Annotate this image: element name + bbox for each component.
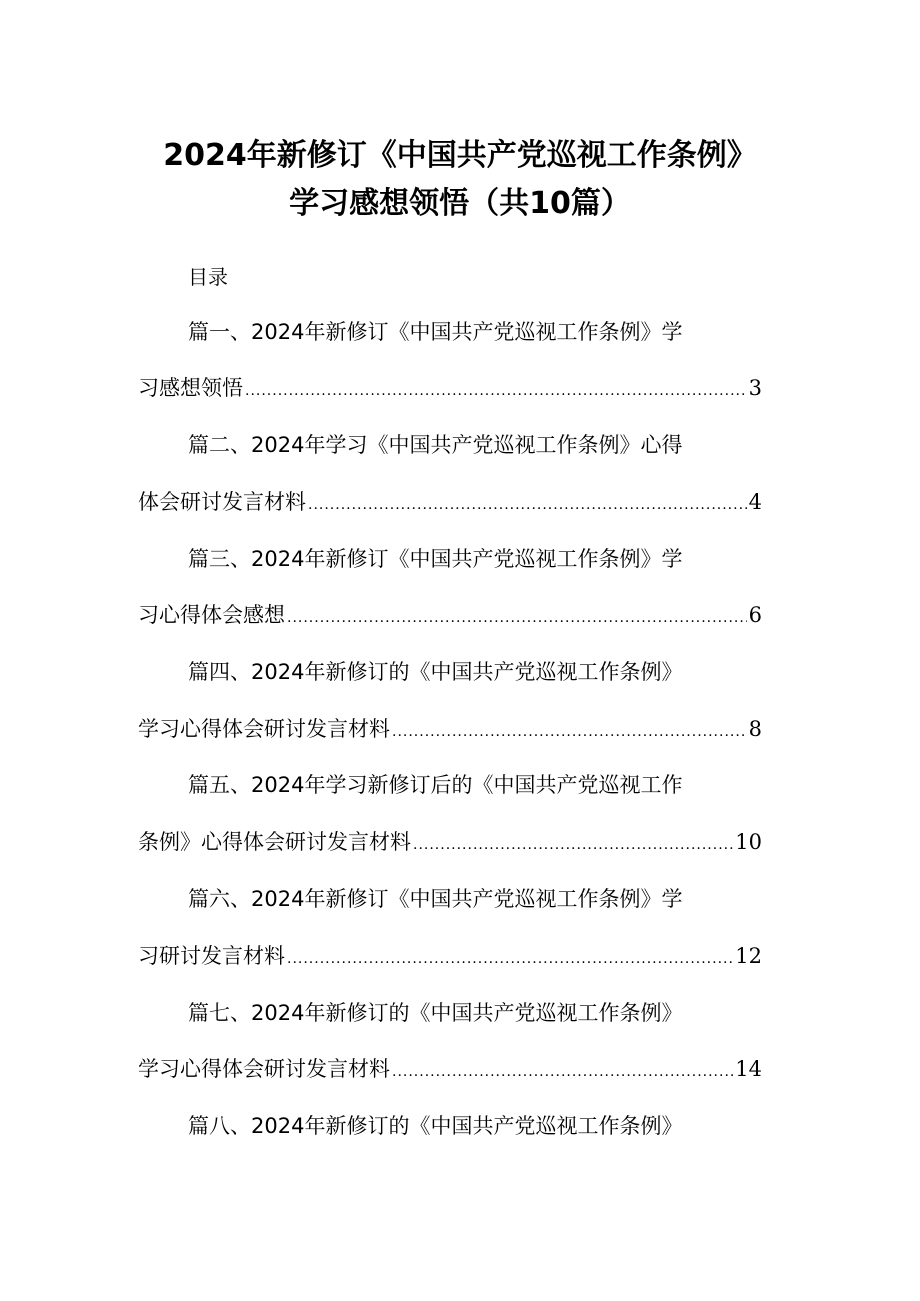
dot-leader xyxy=(413,830,733,860)
toc-entry-6-line-2[interactable] xyxy=(138,941,762,974)
toc-entry-text: 条例》心得体会研讨发言材料 xyxy=(138,830,411,854)
toc-entry-5-line-1[interactable]: 篇五、2024年学习新修订后的《中国共产党巡视工作 xyxy=(188,773,683,797)
toc-page-number: 14 xyxy=(735,1057,762,1081)
document-title-line-2: 学习感想领悟（共10篇） xyxy=(289,186,631,221)
toc-entry-5-line-2[interactable] xyxy=(138,827,762,860)
toc-heading: 目录 xyxy=(188,265,228,289)
dot-leader xyxy=(392,717,747,747)
toc-entry-text: 学习心得体会研讨发言材料 xyxy=(138,717,390,741)
toc-entry-7-line-2[interactable] xyxy=(138,1054,762,1087)
toc-entry-3-line-1[interactable]: 篇三、2024年新修订《中国共产党巡视工作条例》学 xyxy=(188,547,683,571)
toc-entry-4-line-1[interactable]: 篇四、2024年新修订的《中国共产党巡视工作条例》 xyxy=(188,660,683,684)
document-title-line-1: 2024年新修订《中国共产党巡视工作条例》 xyxy=(163,138,757,173)
toc-page-number: 10 xyxy=(735,830,762,854)
dot-leader xyxy=(308,490,747,520)
dot-leader xyxy=(287,944,733,974)
toc-entry-text: 习研讨发言材料 xyxy=(138,944,285,968)
toc-entry-3-line-2[interactable] xyxy=(138,600,762,633)
toc-entry-7-line-1[interactable]: 篇七、2024年新修订的《中国共产党巡视工作条例》 xyxy=(188,1001,683,1025)
dot-leader xyxy=(287,603,747,633)
toc-entry-1-line-1[interactable]: 篇一、2024年新修订《中国共产党巡视工作条例》学 xyxy=(188,320,683,344)
toc-page-number: 4 xyxy=(748,490,762,514)
toc-entry-2-line-2[interactable] xyxy=(138,487,762,520)
toc-entry-text: 习心得体会感想 xyxy=(138,603,285,627)
dot-leader xyxy=(245,376,747,406)
dot-leader xyxy=(392,1057,733,1087)
toc-page-number: 3 xyxy=(748,376,762,400)
toc-page-number: 6 xyxy=(748,603,762,627)
toc-entry-8-line-1[interactable]: 篇八、2024年新修订的《中国共产党巡视工作条例》 xyxy=(188,1114,683,1138)
toc-entry-4-line-2[interactable] xyxy=(138,714,762,747)
toc-entry-text: 习感想领悟 xyxy=(138,376,243,400)
toc-page-number: 12 xyxy=(735,944,762,968)
toc-page-number: 8 xyxy=(748,717,762,741)
toc-entry-text: 体会研讨发言材料 xyxy=(138,490,306,514)
toc-entry-1-line-2[interactable] xyxy=(138,373,762,406)
toc-entry-2-line-1[interactable]: 篇二、2024年学习《中国共产党巡视工作条例》心得 xyxy=(188,433,683,457)
toc-entry-text: 学习心得体会研讨发言材料 xyxy=(138,1057,390,1081)
toc-entry-6-line-1[interactable]: 篇六、2024年新修订《中国共产党巡视工作条例》学 xyxy=(188,887,683,911)
